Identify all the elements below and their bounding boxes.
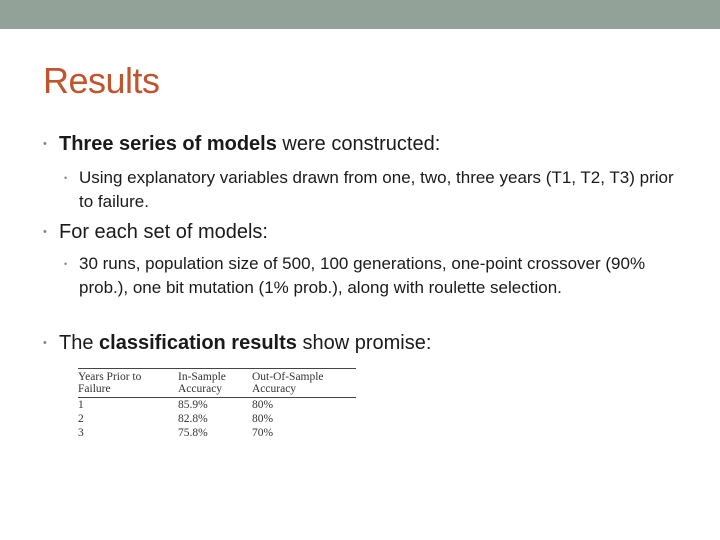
bullet-bold-text: Three series of models <box>59 133 277 155</box>
table-header-cell: Accuracy <box>252 383 356 398</box>
table-header-cell: In-Sample <box>178 369 252 384</box>
bullet-dot-icon: • <box>64 259 68 269</box>
bullet-text: show promise: <box>296 332 432 354</box>
top-decorative-bar <box>0 0 720 29</box>
bullet-dot-icon: • <box>43 337 47 349</box>
bullet-dot-icon: • <box>43 226 47 238</box>
bullet-text: For each set of models: <box>59 221 268 243</box>
slide-title: Results <box>43 60 160 101</box>
bullet-bold-text: classification results <box>99 332 297 354</box>
table-cell: 1 <box>78 399 84 411</box>
bullet-dot-icon: • <box>64 173 68 183</box>
table-row <box>78 412 356 426</box>
table-header-row <box>78 383 356 398</box>
table-row <box>78 426 356 440</box>
table-cell: 80% <box>252 413 274 425</box>
table-header-cell: Failure <box>78 383 178 398</box>
results-table <box>78 368 356 440</box>
bullet-text: The <box>59 332 100 354</box>
table-cell: 70% <box>252 427 274 439</box>
table-cell: 75.8% <box>178 427 208 439</box>
table-cell: 85.9% <box>178 399 208 411</box>
sub-bullet-text: 30 runs, population size of 500, 100 generations, one-point crossover (90% prob.), one bit mutation (1% prob.), along with roulette selection. <box>79 254 646 297</box>
table-cell: 80% <box>252 399 274 411</box>
table-header-cell: Out-Of-Sample <box>252 369 356 384</box>
bullet-dot-icon: • <box>43 138 47 150</box>
table-cell: 82.8% <box>178 413 208 425</box>
table-header-cell: Years Prior to <box>78 369 178 384</box>
table-header-row <box>78 369 356 384</box>
bullet-text: were constructed: <box>276 133 441 155</box>
table-row <box>78 398 356 413</box>
table-cell: 3 <box>78 427 84 439</box>
sub-bullet-text: Using explanatory variables drawn from one, two, three years (T1, T2, T3) prior to failure. <box>79 168 674 211</box>
table-header-cell: Accuracy <box>178 383 252 398</box>
table-cell: 2 <box>78 413 84 425</box>
